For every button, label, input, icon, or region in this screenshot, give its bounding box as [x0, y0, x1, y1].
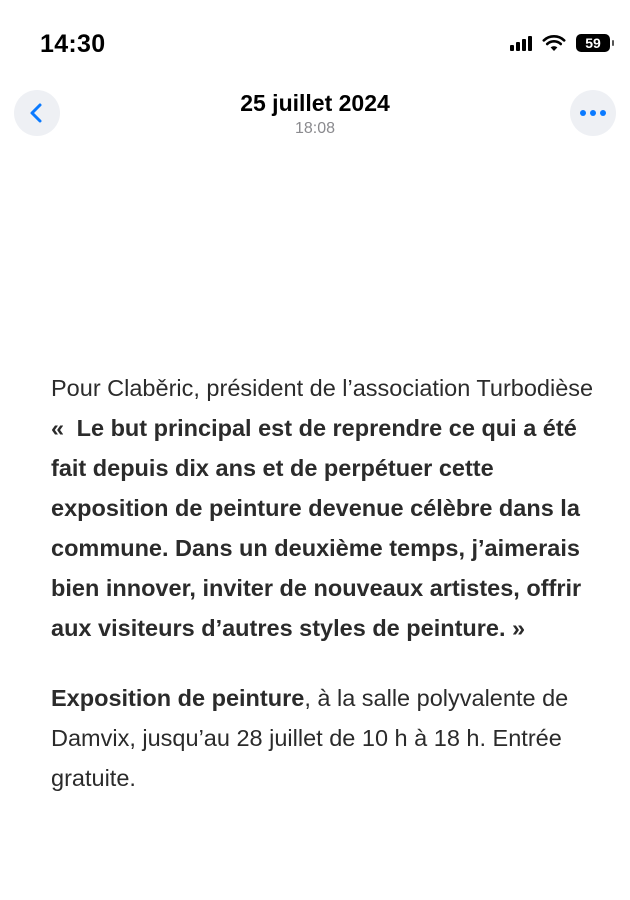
- page-title: 25 juillet 2024: [240, 90, 390, 116]
- quote-close-mark: »: [512, 615, 526, 641]
- event-title: Exposition de peinture: [51, 685, 305, 711]
- quote-paragraph: [51, 368, 596, 648]
- article-body: [51, 368, 596, 798]
- battery-level: 59: [585, 35, 601, 51]
- page-subtitle: 18:08: [294, 120, 336, 137]
- battery-icon: [576, 34, 610, 52]
- wifi-icon: [542, 34, 566, 52]
- cellular-signal-icon: [510, 35, 532, 51]
- quote-open-mark: «: [51, 415, 65, 441]
- navigation-bar: [0, 84, 630, 154]
- event-details: , à la salle polyvalente de Damvix, jusqu’au 28 juillet de 10 h à 18 h. Entrée gratuite.: [51, 685, 569, 791]
- status-bar: [0, 0, 630, 80]
- intro-text: Pour Claběric, président de l’association Turbodièse: [51, 375, 594, 401]
- status-icons: [510, 34, 610, 52]
- more-button[interactable]: [570, 90, 616, 136]
- ellipsis-icon: [579, 109, 607, 117]
- quote-text: Le but principal est de reprendre ce qui a été fait depuis dix ans et de perpétuer cette exposition de peinture devenue célèbre dans la commune. Dans un deuxième temps, j’aimerais bien innover, inviter de nouveaux artistes, offrir aux visiteurs d’autres styles de peinture.: [51, 415, 582, 641]
- status-time: 14:30: [40, 30, 106, 58]
- event-paragraph: [51, 678, 596, 798]
